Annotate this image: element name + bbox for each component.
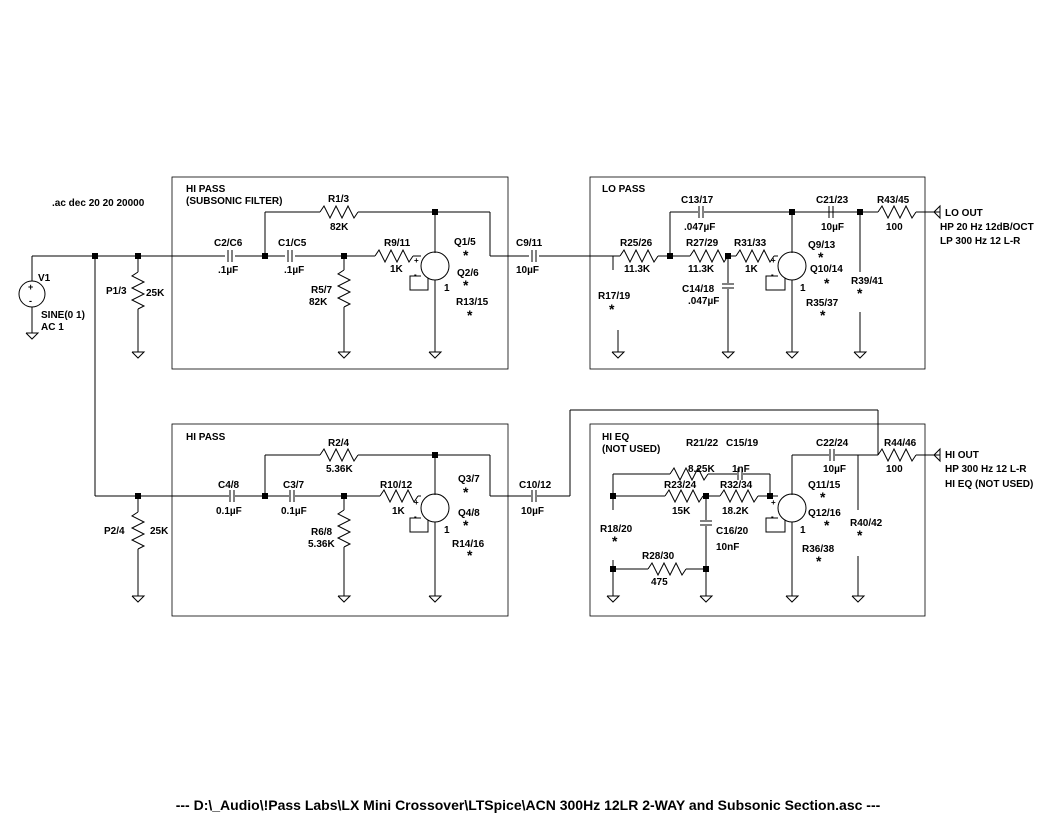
- lo-out-2-label: LP 300 Hz 12 L-R: [940, 236, 1021, 247]
- star-label: *: [824, 517, 830, 533]
- ac-directive: .ac dec 20 20 20000: [52, 198, 145, 209]
- star-label: *: [463, 517, 469, 533]
- c9-val-label: 10µF: [516, 265, 539, 276]
- c15-val-label: 1nF: [732, 464, 750, 475]
- c16-20-label: C16/20: [716, 526, 749, 537]
- minus-label: -: [771, 270, 774, 279]
- p2-val-label: 25K: [150, 526, 169, 537]
- q10-14-label: Q10/14: [810, 264, 843, 275]
- plus-label: +: [771, 498, 776, 507]
- c15-19-label: C15/19: [726, 438, 759, 449]
- r31-33-label: R31/33: [734, 238, 767, 249]
- c21-23-label: C21/23: [816, 195, 849, 206]
- star-label: *: [609, 301, 615, 317]
- r28-30-label: R28/30: [642, 551, 675, 562]
- r1-val-label: 82K: [330, 222, 349, 233]
- star-label: *: [463, 277, 469, 293]
- lo-out-1-label: HP 20 Hz 12dB/OCT: [940, 222, 1034, 233]
- hipass1-subtitle: (SUBSONIC FILTER): [186, 196, 283, 207]
- r40-42-label: R40/42: [850, 518, 883, 529]
- c3-val-label: 0.1µF: [281, 506, 307, 517]
- r23-24-label: R23/24: [664, 480, 697, 491]
- r32-34-label: R32/34: [720, 480, 753, 491]
- c14-val-label: .047µF: [688, 296, 720, 307]
- minus-label: -: [29, 296, 32, 306]
- c4-val-label: 0.1µF: [216, 506, 242, 517]
- p2-pot: [104, 493, 169, 602]
- r6-8-label: R6/8: [311, 527, 333, 538]
- v1-label: V1: [38, 273, 51, 284]
- r25-val-label: 11.3K: [624, 264, 651, 275]
- q1-5-label: Q1/5: [454, 237, 476, 248]
- opamp-one-label: 1: [800, 283, 806, 294]
- star-label: *: [820, 489, 826, 505]
- r21-val-label: 8.25K: [688, 464, 715, 475]
- c22-val-label: 10µF: [823, 464, 846, 475]
- p1-pot: [92, 253, 165, 358]
- star-label: *: [857, 527, 863, 543]
- r43-45-label: R43/45: [877, 195, 910, 206]
- hipass2-title: HI PASS: [186, 432, 226, 443]
- star-label: *: [824, 275, 830, 291]
- c3-7-label: C3/7: [283, 480, 305, 491]
- r44-46-label: R44/46: [884, 438, 917, 449]
- q2-6-label: Q2/6: [457, 268, 479, 279]
- r21-22-label: R21/22: [686, 438, 719, 449]
- p1-val-label: 25K: [146, 288, 165, 299]
- plus-label: +: [28, 282, 34, 292]
- c10-12-label: C10/12: [519, 480, 552, 491]
- hi-out-2-label: HI EQ (NOT USED): [945, 479, 1034, 490]
- q11-15-label: Q11/15: [808, 480, 841, 491]
- r10-val-label: 1K: [392, 506, 405, 517]
- v1-line2: AC 1: [41, 322, 64, 333]
- r32-val-label: 18.2K: [722, 506, 749, 517]
- star-label: *: [818, 249, 824, 265]
- r5-7-label: R5/7: [311, 285, 333, 296]
- r2-val-label: 5.36K: [326, 464, 353, 475]
- r28-val-label: 475: [651, 577, 668, 588]
- lopass-title: LO PASS: [602, 184, 646, 195]
- plus-label: +: [414, 498, 419, 507]
- hi-pass-box: [172, 424, 508, 616]
- c4-8-label: C4/8: [218, 480, 240, 491]
- opamp-one-label: 1: [444, 525, 450, 536]
- c9-11-label: C9/11: [516, 238, 543, 249]
- r27-29-label: R27/29: [686, 238, 719, 249]
- r10-12-label: R10/12: [380, 480, 413, 491]
- hieq-subtitle: (NOT USED): [602, 444, 661, 455]
- star-label: *: [463, 247, 469, 263]
- opamp-one-label: 1: [800, 525, 806, 536]
- r9-val-label: 1K: [390, 264, 403, 275]
- minus-label: -: [414, 270, 417, 279]
- r27-val-label: 11.3K: [688, 264, 715, 275]
- r25-26-label: R25/26: [620, 238, 653, 249]
- c13-val-label: .047µF: [684, 222, 716, 233]
- r5-val-label: 82K: [309, 297, 328, 308]
- hi-out-label: HI OUT: [945, 450, 979, 461]
- r2-4-label: R2/4: [328, 438, 350, 449]
- q9-13-label: Q9/13: [808, 240, 836, 251]
- opamp-one-label: 1: [444, 283, 450, 294]
- r6-val-label: 5.36K: [308, 539, 335, 550]
- q12-16-label: Q12/16: [808, 508, 841, 519]
- r1-3-label: R1/3: [328, 194, 350, 205]
- minus-label: -: [414, 512, 417, 521]
- r23-val-label: 15K: [672, 506, 691, 517]
- star-label: *: [463, 484, 469, 500]
- v1-line1: SINE(0 1): [41, 310, 85, 321]
- q3-7-label: Q3/7: [458, 474, 480, 485]
- r17-19-label: R17/19: [598, 291, 631, 302]
- star-label: *: [467, 307, 473, 323]
- star-label: *: [857, 285, 863, 301]
- c14-18-label: C14/18: [682, 284, 715, 295]
- star-label: *: [467, 547, 473, 563]
- p2-4-label: P2/4: [104, 526, 125, 537]
- c2c6-label: C2/C6: [214, 238, 243, 249]
- c21-val-label: 10µF: [821, 222, 844, 233]
- r9-11-label: R9/11: [384, 238, 411, 249]
- star-label: *: [816, 553, 822, 569]
- p1-3-label: P1/3: [106, 286, 127, 297]
- r14-16-label: R14/16: [452, 539, 485, 550]
- c22-24-label: C22/24: [816, 438, 849, 449]
- c1c5-val-label: .1µF: [284, 265, 305, 276]
- plus-label: +: [771, 256, 776, 265]
- file-path-footer: --- D:\_Audio\!Pass Labs\LX Mini Crossover\LTSpice\ACN 300Hz 12LR 2-WAY and Subsonic Section.asc ---: [175, 797, 881, 813]
- r18-20-label: R18/20: [600, 524, 633, 535]
- r31-val-label: 1K: [745, 264, 758, 275]
- plus-label: +: [414, 256, 419, 265]
- lo-out-label: LO OUT: [945, 208, 983, 219]
- c10-val-label: 10µF: [521, 506, 544, 517]
- q4-8-label: Q4/8: [458, 508, 480, 519]
- r39-41-label: R39/41: [851, 276, 884, 287]
- r13-15-label: R13/15: [456, 297, 489, 308]
- c2c6-val-label: .1µF: [218, 265, 239, 276]
- r35-37-label: R35/37: [806, 298, 839, 309]
- c16-val-label: 10nF: [716, 542, 740, 553]
- minus-label: -: [771, 512, 774, 521]
- hieq-title: HI EQ: [602, 432, 630, 443]
- star-label: *: [820, 307, 826, 323]
- c13-17-label: C13/17: [681, 195, 714, 206]
- c1c5-label: C1/C5: [278, 238, 307, 249]
- r36-38-label: R36/38: [802, 544, 835, 555]
- r44-val-label: 100: [886, 464, 903, 475]
- hi-out-1-label: HP 300 Hz 12 L-R: [945, 464, 1027, 475]
- r43-val-label: 100: [886, 222, 903, 233]
- hipass1-title: HI PASS: [186, 184, 226, 195]
- star-label: *: [612, 533, 618, 549]
